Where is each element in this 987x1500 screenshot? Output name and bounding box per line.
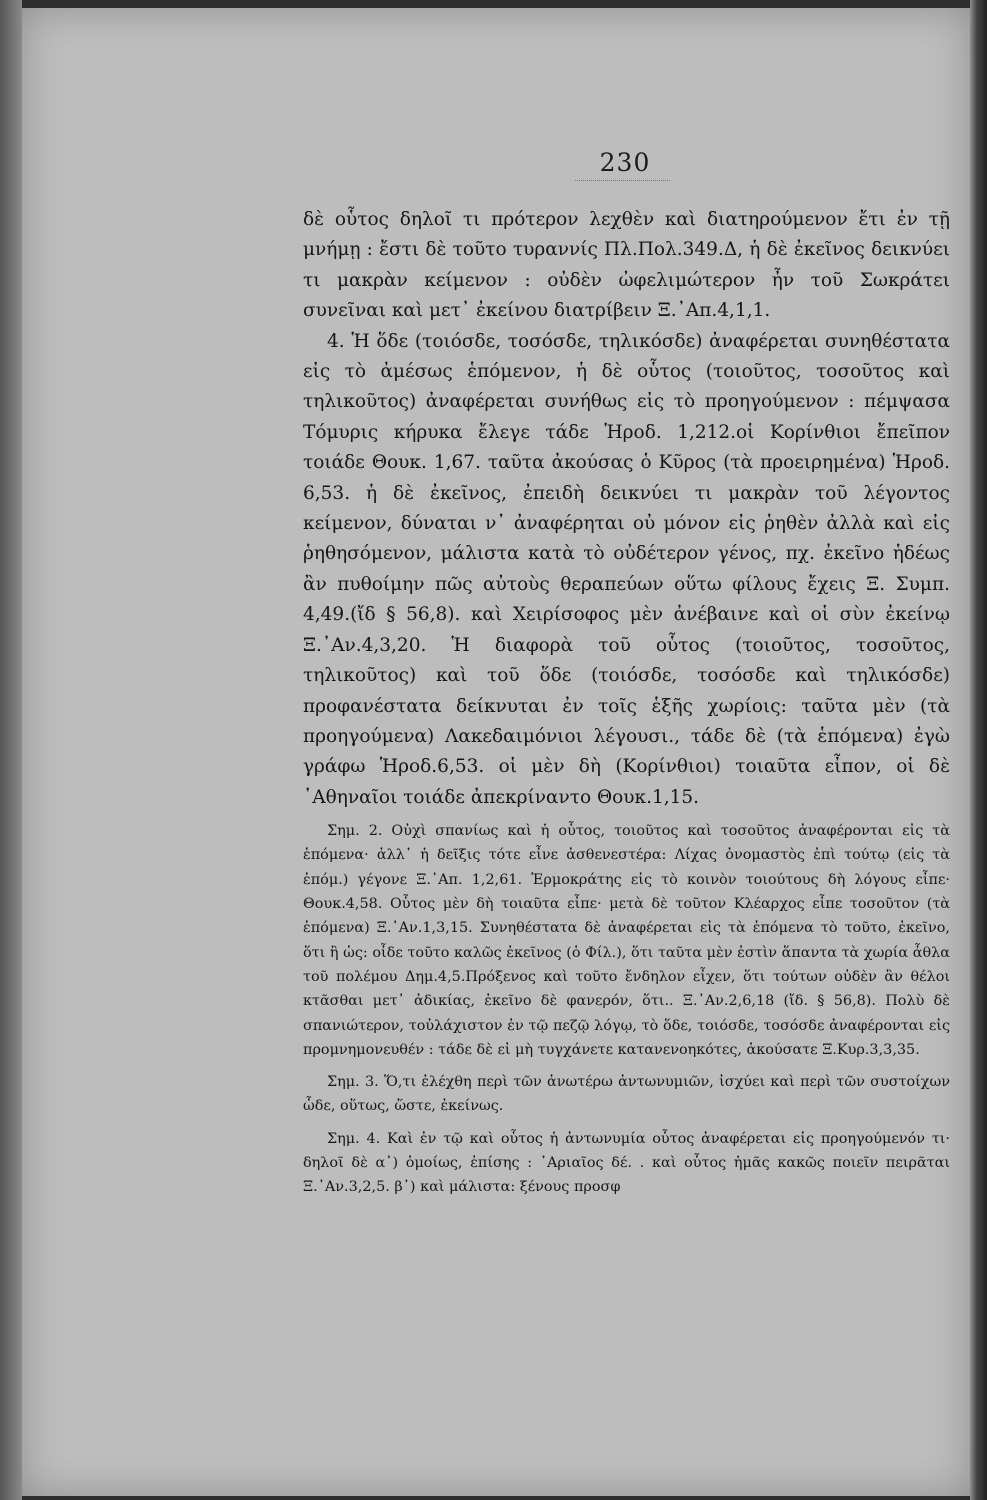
page-number: 230 [599,148,651,177]
note-4: Σημ. 4. Καὶ ἐν τῷ καὶ οὗτος ἡ ἀντωνυμία οὗτος ἀναφέρεται εἰς προηγούμενόν τι· δηλοῖ δὲ α᾽) ὁμοίως, ἐπίσης : ᾿Αριαῖος δέ. . καὶ οὗτος ἡμᾶς κακῶς ποιεῖν πειρᾶται Ξ.᾿Αν.3,2,5. β᾽) καὶ μάλιστα: ξένους προσφ [303,1130,950,1196]
page-number-rule [575,180,670,181]
page-edge-shadow [970,0,987,1500]
binding-edge [0,0,22,1500]
paragraph-section-4: 4. Ἡ ὅδε (τοιόσδε, τοσόσδε, τηλικόσδε) ἀναφέρεται συνηθέστατα εἰς τὸ ἀμέσως ἑπόμενον, ἡ δὲ οὗτος (τοιοῦτος, τοσοῦτος καὶ τηλικοῦτος) ἀναφέρεται συνήθως εἰς τὸ προηγούμενον : πέμψασα Τόμυρις κήρυκα ἔλεγε τάδε Ἡροδ. 1,212.οἱ Κορίνθιοι ἔπεῖπον τοιάδε Θουκ. 1,67. ταῦτα ἀκούσας ὁ Κῦρος (τὰ προειρημένα) Ἡροδ. 6,53. ἡ δὲ ἐκεῖνος, ἐπειδὴ δεικνύει τι μακρὰν τοῦ λέγοντος κείμενον, δύναται ν᾽ ἀναφέρηται οὐ μόνον εἰς ῥηθὲν ἀλλὰ καὶ εἰς ῥηθησόμενον, μάλιστα κατὰ τὸ οὐδέτερον γένος, πχ. ἐκεῖνο ἡδέως ἂν πυθοίμην πῶς αὐτοὺς θεραπεύων οὕτω φίλους ἔχεις Ξ. Συμπ. 4,49.(ἴδ § 56,8). καὶ Χειρίσοφος μὲν ἀνέβαινε καὶ οἱ σὺν ἐκείνῳ Ξ.᾿Αν.4,3,20. Ἡ διαφορὰ τοῦ οὗτος (τοιοῦτος, τοσοῦτος, τηλικοῦτος) καὶ τοῦ ὅδε (τοιόσδε, τοσόσδε καὶ τηλικόσδε) προφανέστατα δείκνυται ἐν τοῖς ἑξῆς χωρίοις: ταῦτα μὲν (τὰ προηγούμενα) Λακεδαιμόνιοι λέγουσι., τάδε δὲ (τὰ ἑπόμενα) ἐγὼ γράφω Ἡροδ.6,53. οἱ μὲν δὴ (Κορίνθιοι) τοιαῦτα εἶπον, οἱ δὲ ᾿Αθηναῖοι τοιάδε ἀπεκρίναντο Θουκ.1,15. [303,330,950,808]
note-2: Σημ. 2. Οὐχὶ σπανίως καὶ ἡ οὗτος, τοιοῦτος καὶ τοσοῦτος ἀναφέρονται εἰς τὰ ἑπόμενα· ἀλλ᾽ ἡ δεῖξις τότε εἶνε ἀσθενεστέρα: Λίχας ὀνομαστὸς ἐπὶ τούτῳ (εἰς τὰ ἑπόμ.) γέγονε Ξ.᾿Απ. 1,2,61. Ἑρμοκράτης εἰς τὸ κοινὸν τοιούτους δὴ λόγους εἶπε· Θουκ.4,58. Οὗτος μὲν δὴ τοιαῦτα εἶπε· μετὰ δὲ τοῦτον Κλέαρχος εἶπε τοσοῦτον (τὰ ἑπόμενα) Ξ.᾿Αν.1,3,15. Συνηθέστατα δὲ ἀναφέρεται εἰς τὰ ἑπόμενα τὸ τοῦτο, ἐκεῖνο, ὅτι ἢ ὡς: οἶδε τοῦτο καλῶς ἐκεῖνος (ὁ Φίλ.), ὅτι ταῦτα μὲν ἐστὶν ἅπαντα τὰ χωρία ἆθλα τοῦ πολέμου Δημ.4,5.Πρόξενος καὶ τοῦτο ἔνδηλον εἶχεν, ὅτι τούτων οὐδὲν ἂν θέλοι κτᾶσθαι μετ᾽ ἀδικίας, ἐκεῖνο δὲ φανερόν, ὅτι.. Ξ.᾿Αν.2,6,18 (ἴδ. § 56,8). Πολὺ δὲ σπανιώτερον, τοὐλάχιστον ἐν τῷ πεζῷ λόγῳ, τὸ ὅδε, τοιόσδε, τοσόσδε ἀναφέρονται εἰς προμνημονευθέν : τάδε δὲ εἰ μὴ τυγχάνετε κατανενοηκότες, ἀκούσατε Ξ.Κυρ.3,3,35. [303,823,950,1058]
paragraph-continued: δὲ οὗτος δηλοῖ τι πρότερον λεχθὲν καὶ διατηρούμενον ἔτι ἐν τῇ μνήμῃ : ἔστι δὲ τοῦτο τυραννίς Πλ.Πολ.349.Δ, ἡ δὲ ἐκεῖνος δεικνύει τι μακρὰν κείμενον : οὐδὲν ὠφελιμώτερον ἦν τοῦ Σωκράτει συνεῖναι καὶ μετ᾽ ἐκείνου διατρίβειν Ξ.᾿Απ.4,1,1. [303,209,950,322]
page-text [303,205,950,1200]
note-3: Σημ. 3. Ὅ,τι ἐλέχθη περὶ τῶν ἀνωτέρω ἀντωνυμιῶν, ἰσχύει καὶ περὶ τῶν συστοίχων ὧδε, οὕτως, ὥστε, ἐκείνως. [303,1074,950,1115]
